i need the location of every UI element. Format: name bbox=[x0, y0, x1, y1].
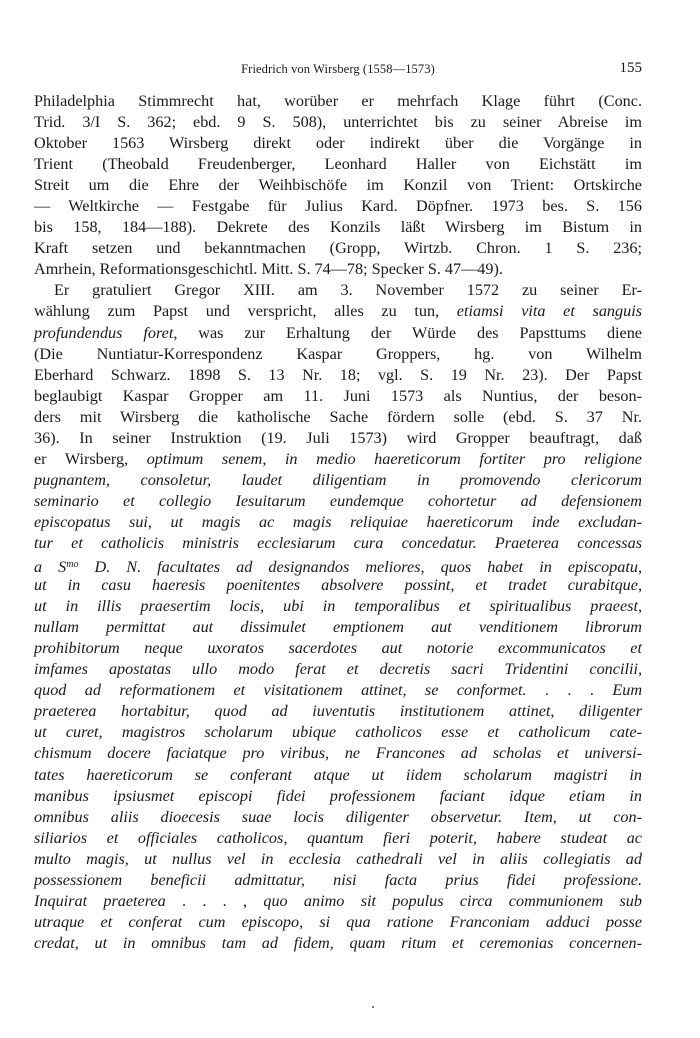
latin-quote: Inquirat praeterea bbox=[34, 891, 166, 910]
text-line bbox=[34, 323, 642, 344]
text-line: Trient (Theobald Freudenberger, Leonhard Haller von Eichstätt im bbox=[34, 155, 642, 174]
text-line: Kraft setzen und bekanntmachen (Gropp, Wirtzb. Chron. 1 S. 236; bbox=[34, 239, 642, 258]
text-line bbox=[34, 891, 642, 912]
latin-line: imfames apostatas ullo modo ferat et decretis sacri Tridentini concilii, bbox=[34, 660, 642, 679]
latin-line: tur et catholicis ministris ecclesiarum cura concedatur. Praeterea concessas bbox=[34, 533, 642, 552]
latin-quote: etiamsi vita et sanguis bbox=[456, 302, 642, 321]
text-line: Eberhard Schwarz. 1898 S. 13 Nr. 18; vgl. S. 19 Nr. 23). Der Papst bbox=[34, 365, 642, 384]
page-number: 155 bbox=[619, 60, 642, 76]
superscript: mo bbox=[66, 559, 79, 571]
page-speck bbox=[372, 1006, 374, 1008]
latin-line: tates haereticorum se conferant atque ut iidem scholarum magistri in bbox=[34, 765, 642, 784]
text-line bbox=[34, 680, 642, 701]
latin-quote: quod ad reformationem et visitationem attinet, se conformet. bbox=[34, 681, 527, 700]
latin-line: siliarios et officiales catholicos, quantum fieri poterit, habere studeat ac bbox=[34, 828, 642, 847]
body-text bbox=[34, 91, 642, 954]
text-line bbox=[34, 449, 642, 470]
latin-line: praeterea hortabitur, quod ad iuventutis institutionem attinet, diligenter bbox=[34, 702, 642, 721]
latin-line: omnibus aliis dioecesis suae locis diligenter observetur. Item, ut con- bbox=[34, 807, 642, 826]
latin-line: ut in illis praesertim locis, ubi in temporalibus et spiritualibus praeest, bbox=[34, 597, 642, 616]
latin-line: possessionem beneficii admittatur, nisi facta prius fidei professione. bbox=[34, 870, 642, 889]
latin-line: ut curet, magistros scholarum ubique catholicos esse et catholicum cate- bbox=[34, 723, 642, 742]
text-line: beglaubigt Kaspar Gropper am 11. Juni 1573 als Nuntius, der beson- bbox=[34, 386, 642, 405]
text-line: Philadelphia Stimmrecht hat, worüber er mehrfach Klage führt (Conc. bbox=[34, 92, 642, 110]
latin-line: multo magis, ut nullus vel in ecclesia cathedrali vel in aliis collegiatis ad bbox=[34, 849, 642, 868]
latin-line: chismum docere faciatque pro viribus, ne Francones ad scholas et universi- bbox=[34, 744, 642, 763]
latin-quote: profundendus foret bbox=[34, 323, 174, 342]
latin-line: prohibitorum neque uxoratos sacerdotes aut notorie excommunicatos et bbox=[34, 639, 642, 658]
latin-line: nullam permittat aut dissimulet emptionem aut venditionem librorum bbox=[34, 618, 642, 637]
text-line: ders mit Wirsberg die katholische Sache fördern solle (ebd. S. 37 Nr. bbox=[34, 407, 642, 426]
text-line: Streit um die Ehre der Weihbischöfe im Konzil von Trient: Ortskirche bbox=[34, 176, 642, 195]
latin-line: pugnantem, consoletur, laudet diligentiam in promovendo clericorum bbox=[34, 470, 642, 489]
latin-line: ut in casu haeresis poenitentes absolvere possint, et tradet curabitque, bbox=[34, 576, 642, 595]
latin-quote: Eum bbox=[612, 681, 643, 700]
latin-line: manibus ipsiusmet episcopi fidei professionem faciant idque etiam in bbox=[34, 786, 642, 805]
text-line bbox=[34, 301, 642, 322]
text-line: Oktober 1563 Wirsberg direkt oder indirekt über die Vorgänge in bbox=[34, 134, 642, 153]
text-run: er Wirsberg, bbox=[34, 449, 147, 468]
text-line: bis 158, 184—188). Dekrete des Konzils läßt Wirsberg im Bistum in bbox=[34, 218, 642, 237]
ellipsis: . . . bbox=[526, 681, 613, 700]
latin-line bbox=[34, 554, 642, 575]
text-line: 36). In seiner Instruktion (19. Juli 1573) wird Gropper beauftragt, daß bbox=[34, 428, 642, 447]
text-run: D. N. facultates ad designandos meliores, quos habet in episcopatu, bbox=[78, 558, 643, 577]
ellipsis: . . . , bbox=[165, 891, 264, 910]
latin-line: utraque et conferat cum episcopo, si qua ratione Franconiam adduci posse bbox=[34, 912, 642, 931]
text-line: Amrhein, Reformationsgeschichtl. Mitt. S. 74—78; Specker S. 47—49). bbox=[34, 260, 503, 279]
running-header bbox=[34, 60, 642, 80]
latin-quote: quo animo sit populus circa communionem sub bbox=[263, 891, 642, 910]
latin-line: episcopatus sui, ut magis ac magis reliquiae haereticorum inde excludan- bbox=[34, 512, 642, 531]
text-line: Trid. 3/I S. 362; ebd. 9 S. 508), unterrichtet bis zu seiner Abreise im bbox=[34, 113, 642, 132]
text-run: wählung zum Papst und verspricht, alles zu tun, bbox=[34, 302, 457, 321]
latin-line: credat, ut in omnibus tam ad fidem, quam ritum et ceremonias concernen- bbox=[34, 933, 642, 952]
text-line: — Weltkirche — Festgabe für Julius Kard. Döpfner. 1973 bes. S. 156 bbox=[34, 197, 642, 216]
text-line: (Die Nuntiatur-Korrespondenz Kaspar Groppers, hg. von Wilhelm bbox=[34, 344, 642, 363]
running-title: Friedrich von Wirsberg (1558—1573) bbox=[241, 62, 435, 76]
text-run: , was zur Erhaltung der Würde des Papsttums diene bbox=[173, 323, 642, 342]
latin-quote: optimum senem, in medio haereticorum fortiter pro religione bbox=[146, 449, 642, 468]
text-line: Er gratuliert Gregor XIII. am 3. November 1572 zu seiner Er- bbox=[54, 281, 642, 300]
text-run: a S bbox=[34, 558, 67, 577]
latin-line: seminario et collegio Iesuitarum eundemque cohortetur ad defensionem bbox=[34, 491, 642, 510]
